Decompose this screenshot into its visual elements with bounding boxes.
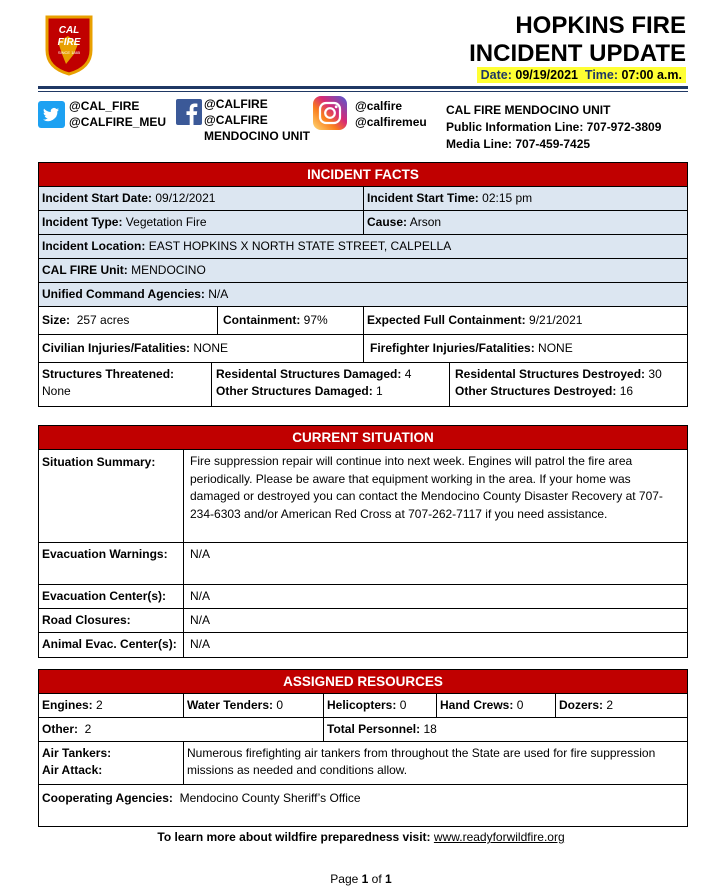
instagram-handle-1[interactable]: @calfire (355, 99, 403, 113)
table-row (39, 363, 687, 406)
contact-media-line: Media Line: 707-459-7425 (446, 137, 591, 151)
table-row (39, 211, 687, 235)
engines-cell (39, 694, 184, 717)
instagram-handles (355, 98, 427, 130)
facebook-icon (176, 99, 202, 125)
start-date-cell (39, 187, 364, 210)
document-title (469, 12, 686, 68)
cause-label: Cause: (367, 215, 408, 229)
table-row (39, 633, 687, 657)
size-value: 257 acres (76, 313, 130, 327)
unit-value: MENDOCINO (131, 263, 206, 277)
evacuation-center-label: Evacuation Center(s): (42, 589, 167, 603)
table-row (39, 585, 687, 609)
logo-text-cal: CAL (58, 25, 80, 36)
other-value: 2 (84, 722, 92, 736)
containment-label: Containment: (223, 313, 301, 327)
header-rule-thick (38, 86, 688, 89)
personnel-label: Total Personnel: (327, 722, 421, 736)
facebook-handle-3: MENDOCINO UNIT (204, 129, 310, 143)
assigned-resources-table (38, 669, 688, 827)
other-damaged-label: Other Structures Damaged: (216, 384, 373, 398)
water-tenders-label: Water Tenders: (187, 698, 274, 712)
agencies-cell (39, 283, 687, 306)
instagram-handle-2[interactable]: @calfiremeu (355, 115, 427, 129)
other-label: Other: (42, 722, 78, 736)
agencies-value: N/A (208, 287, 229, 301)
table-row (39, 187, 687, 211)
other-destroyed-value: 16 (619, 384, 634, 398)
dozers-value: 2 (606, 698, 614, 712)
air-attack-label: Air Attack: (42, 763, 103, 777)
instagram-icon (313, 96, 347, 130)
page-word: Page (330, 872, 359, 886)
structures-threatened-value: None (42, 384, 71, 398)
structures-threatened-label: Structures Threatened: (42, 367, 175, 381)
helicopters-value: 0 (399, 698, 407, 712)
assigned-resources-heading: ASSIGNED RESOURCES (39, 670, 687, 694)
incident-facts-heading: INCIDENT FACTS (39, 163, 687, 187)
page-total: 1 (385, 872, 392, 886)
animal-center-label-cell (39, 633, 184, 657)
table-row (39, 307, 687, 335)
evacuation-warnings-value: N/A (190, 547, 211, 561)
cause-value: Arson (409, 215, 442, 229)
table-row (39, 609, 687, 633)
location-value: EAST HOPKINS X NORTH STATE STREET, CALPELLA (148, 239, 452, 253)
start-date-value: 09/12/2021 (155, 191, 216, 205)
engines-label: Engines: (42, 698, 93, 712)
structures-damaged-cell (212, 363, 450, 406)
civilian-injuries-value: NONE (193, 341, 229, 355)
cooperating-agencies-cell (39, 785, 687, 826)
incident-type-value: Vegetation Fire (125, 215, 207, 229)
table-row (39, 718, 687, 742)
other-destroyed-label: Other Structures Destroyed: (455, 384, 617, 398)
engines-value: 2 (96, 698, 103, 712)
expected-containment-value: 9/21/2021 (529, 313, 583, 327)
unit-label: CAL FIRE Unit: (42, 263, 128, 277)
unit-cell (39, 259, 687, 282)
helicopters-label: Helicopters: (327, 698, 397, 712)
cooperating-agencies-value: Mendocino County Sheriff’s Office (179, 791, 361, 805)
road-closures-label-cell (39, 609, 184, 632)
containment-value: 97% (303, 313, 328, 327)
twitter-icon (38, 101, 65, 128)
expected-containment-label: Expected Full Containment: (367, 313, 526, 327)
table-row (39, 450, 687, 543)
hand-crews-cell (437, 694, 556, 717)
water-tenders-value: 0 (276, 698, 284, 712)
twitter-handles (69, 98, 166, 130)
dozers-cell (556, 694, 687, 717)
table-row (39, 543, 687, 585)
incident-type-label: Incident Type: (42, 215, 123, 229)
contact-unit: CAL FIRE MENDOCINO UNIT (446, 103, 611, 117)
other-cell (39, 718, 324, 741)
start-time-cell (364, 187, 687, 210)
road-closures-label: Road Closures: (42, 613, 131, 627)
time-label: Time: (584, 68, 619, 82)
civilian-injuries-cell (39, 335, 364, 362)
time-value: 07:00 a.m. (621, 68, 682, 82)
hand-crews-label: Hand Crews: (440, 698, 514, 712)
location-label: Incident Location: (42, 239, 146, 253)
firefighter-injuries-label: Firefighter Injuries/Fatalities: (370, 341, 535, 355)
table-row (39, 785, 687, 826)
header-rule-thin (38, 91, 688, 92)
agencies-label: Unified Command Agencies: (42, 287, 205, 301)
table-row (39, 283, 687, 307)
facebook-handle-2[interactable]: @CALFIRE (204, 113, 268, 127)
structures-destroyed-cell (450, 363, 687, 406)
size-label: Size: (42, 313, 71, 327)
civilian-injuries-label: Civilian Injuries/Fatalities: (42, 341, 191, 355)
date-value: 09/19/2021 (515, 68, 578, 82)
animal-center-value: N/A (190, 637, 211, 651)
other-damaged-value: 1 (376, 384, 383, 398)
summary-text: Fire suppression repair will continue into next week. Engines will patrol the fire area periodically. Please be aware that equipment working in the area. If your home was damaged or destroyed you can contact the Mendocino County Disaster Recovery at 707-234-6303 and/or American Red Cross at 707-262-7117 if you need assistance. (190, 454, 663, 521)
table-row (39, 335, 687, 363)
twitter-handle-2[interactable]: @CALFIRE_MEU (69, 115, 167, 129)
table-row (39, 235, 687, 259)
page-of: of (371, 872, 382, 886)
water-tenders-cell (184, 694, 324, 717)
residential-destroyed-label: Residental Structures Destroyed: (455, 367, 646, 381)
table-row (39, 742, 687, 785)
title-line-1: HOPKINS FIRE (515, 12, 686, 39)
date-label: Date: (480, 68, 512, 82)
structures-threatened-cell (39, 363, 212, 406)
facebook-handle-1[interactable]: @CALFIRE (204, 97, 268, 111)
incident-type-cell (39, 211, 364, 234)
cooperating-agencies-label: Cooperating Agencies: (42, 791, 173, 805)
start-date-label: Incident Start Date: (42, 191, 153, 205)
title-line-2: INCIDENT UPDATE (469, 40, 686, 67)
air-label-cell (39, 742, 184, 784)
page-num: 1 (361, 872, 369, 886)
footer-text: To learn more about wildfire preparedness visit: (157, 830, 431, 844)
current-situation-table (38, 425, 688, 658)
firefighter-injuries-value: NONE (538, 341, 573, 355)
summary-label: Situation Summary: (42, 455, 156, 469)
twitter-handle-1[interactable]: @CAL_FIRE (69, 99, 140, 113)
contact-info-line: Public Information Line: 707-972-3809 (446, 120, 662, 134)
incident-facts-table (38, 162, 688, 407)
personnel-cell (324, 718, 687, 741)
table-row (39, 694, 687, 718)
residential-destroyed-value: 30 (648, 367, 662, 381)
current-situation-heading: CURRENT SITUATION (39, 426, 687, 450)
residential-damaged-label: Residental Structures Damaged: (216, 367, 402, 381)
calfire-logo-icon (44, 14, 94, 76)
logo-text-since: SINCE 1885 (57, 50, 81, 55)
expected-containment-cell (364, 307, 687, 334)
firefighter-injuries-cell (364, 335, 687, 362)
road-closures-value: N/A (190, 613, 211, 627)
evacuation-warnings-label-cell (39, 543, 184, 584)
facebook-handles (204, 96, 310, 144)
table-row (39, 259, 687, 283)
air-tankers-label: Air Tankers: (42, 746, 112, 760)
start-time-label: Incident Start Time: (367, 191, 479, 205)
evacuation-center-label-cell (39, 585, 184, 608)
helicopters-cell (324, 694, 437, 717)
summary-label-cell (39, 450, 184, 542)
evacuation-warnings-label: Evacuation Warnings: (42, 547, 168, 561)
residential-damaged-value: 4 (404, 367, 412, 381)
size-cell (39, 307, 218, 334)
containment-cell (218, 307, 364, 334)
personnel-value: 18 (423, 722, 437, 736)
start-time-value: 02:15 pm (482, 191, 533, 205)
readyforwildfire-link[interactable]: www.readyforwildfire.org (433, 830, 565, 844)
hand-crews-value: 0 (516, 698, 524, 712)
date-time-line (477, 67, 686, 83)
evacuation-center-value: N/A (190, 589, 211, 603)
page-number (0, 872, 722, 886)
location-cell (39, 235, 687, 258)
animal-center-label: Animal Evac. Center(s): (42, 637, 177, 651)
contact-info (446, 102, 661, 153)
air-text: Numerous firefighting air tankers from throughout the State are used for fire suppression missions as needed and conditions allow. (187, 746, 656, 777)
footer (0, 830, 722, 844)
cause-cell (364, 211, 687, 234)
logo-text-fire: FIRE (57, 37, 81, 48)
dozers-label: Dozers: (559, 698, 604, 712)
